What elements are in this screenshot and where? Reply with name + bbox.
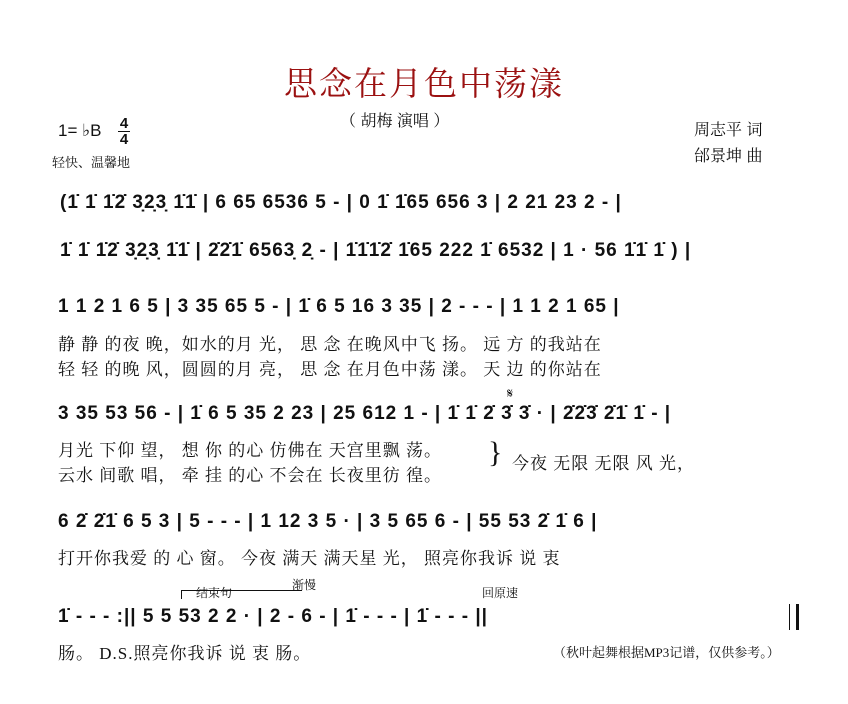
a-tempo-label: 回原速 (482, 586, 519, 600)
verse-lyric-2b: 云水 间歌 唱， 牵 挂 的心 不会在 长夜里彷 徨。 (58, 466, 442, 485)
time-signature-numerator: 4 (119, 115, 129, 132)
verse-notes-line-1: 1 1 2 1 6 5 | 3 35 65 5 - | 1̇ 6 5 16 3 35 | 2 - - - | 1 1 2 1 65 | (58, 296, 620, 317)
verse-notes-line-2: 3 35 53 56 - | 1̇ 6 5 35 2 23 | 25 612 1 - | 1̇ 1̇ 2̇ 3̇ 3̇ · | 2̇2̇3̇ 2̇1̇ 1̇ - | (58, 403, 672, 424)
singer-credit: （ 胡梅 演唱 ） (340, 113, 450, 130)
verse-lyric-2a: 月光 下仰 望， 想 你 的心 仿佛在 天宫里飘 荡。 (58, 441, 442, 460)
ending-lyric: 肠。 D.S.照亮你我诉 说 衷 肠。 (58, 644, 312, 663)
chorus-intro-lyric: 今夜 无限 无限 风 光， (512, 454, 695, 473)
time-signature-denominator: 4 (119, 131, 129, 148)
key-signature: 1= ♭B (58, 121, 102, 140)
ending-label: 结束句 (196, 586, 233, 600)
transcription-note: （秋叶起舞根据MP3记谱，仅供参考。） (553, 645, 780, 660)
intro-notes-line-2: 1̇ 1̇ 1̇2̇ 3̣2̣3̣ 1̇1̇ | 2̇2̇1̇ 6563̣ 2̣ - | 1̇1̇1̇2̇ 1̇65 222 1̇ 6532 | 1 · 56 1̇1̇ 1̇ ) | (60, 240, 692, 261)
song-title: 思念在月色中荡漾 (284, 67, 564, 103)
chorus-lyric: 打开你我爱 的 心 窗。 今夜 满天 满天星 光， 照亮你我诉 说 衷 (58, 549, 561, 568)
lyricist-credit: 周志平 词 (694, 122, 763, 139)
ending-notes: 1̇ - - - :|| 5 5 53 2 2 · | 2 - 6 - | 1̇ - - - | 1̇ - - - || (58, 606, 488, 627)
segno-mark: 𝄋 (507, 385, 514, 401)
final-barline (789, 604, 799, 630)
ritardando-label: 渐慢 (292, 578, 317, 592)
verse-lyric-1b: 轻 轻 的晚 风，圆圆的月 亮， 思 念 在月色中荡 漾。 天 边 的你站在 (58, 360, 602, 379)
intro-notes-line-1: (1̇ 1̇ 1̇2̇ 3̣2̣3̣ 1̇1̇ | 6 65 6536 5 - | 0 1̇ 1̇65 656 3 | 2 21 23 2 - | (60, 192, 622, 213)
lyric-brace: } (488, 436, 504, 469)
tempo-marking: 轻快、温馨地 (52, 155, 131, 170)
verse-lyric-1a: 静 静 的夜 晚，如水的月 光， 思 念 在晚风中飞 扬。 远 方 的我站在 (58, 335, 602, 354)
chorus-notes: 6 2̇ 2̇1̇ 6 5 3 | 5 - - - | 1 12 3 5 · | 3 5 65 6 - | 55 53 2̇ 1̇ 6 | (58, 511, 598, 532)
time-signature (118, 116, 130, 147)
composer-credit: 邰景坤 曲 (694, 148, 763, 165)
